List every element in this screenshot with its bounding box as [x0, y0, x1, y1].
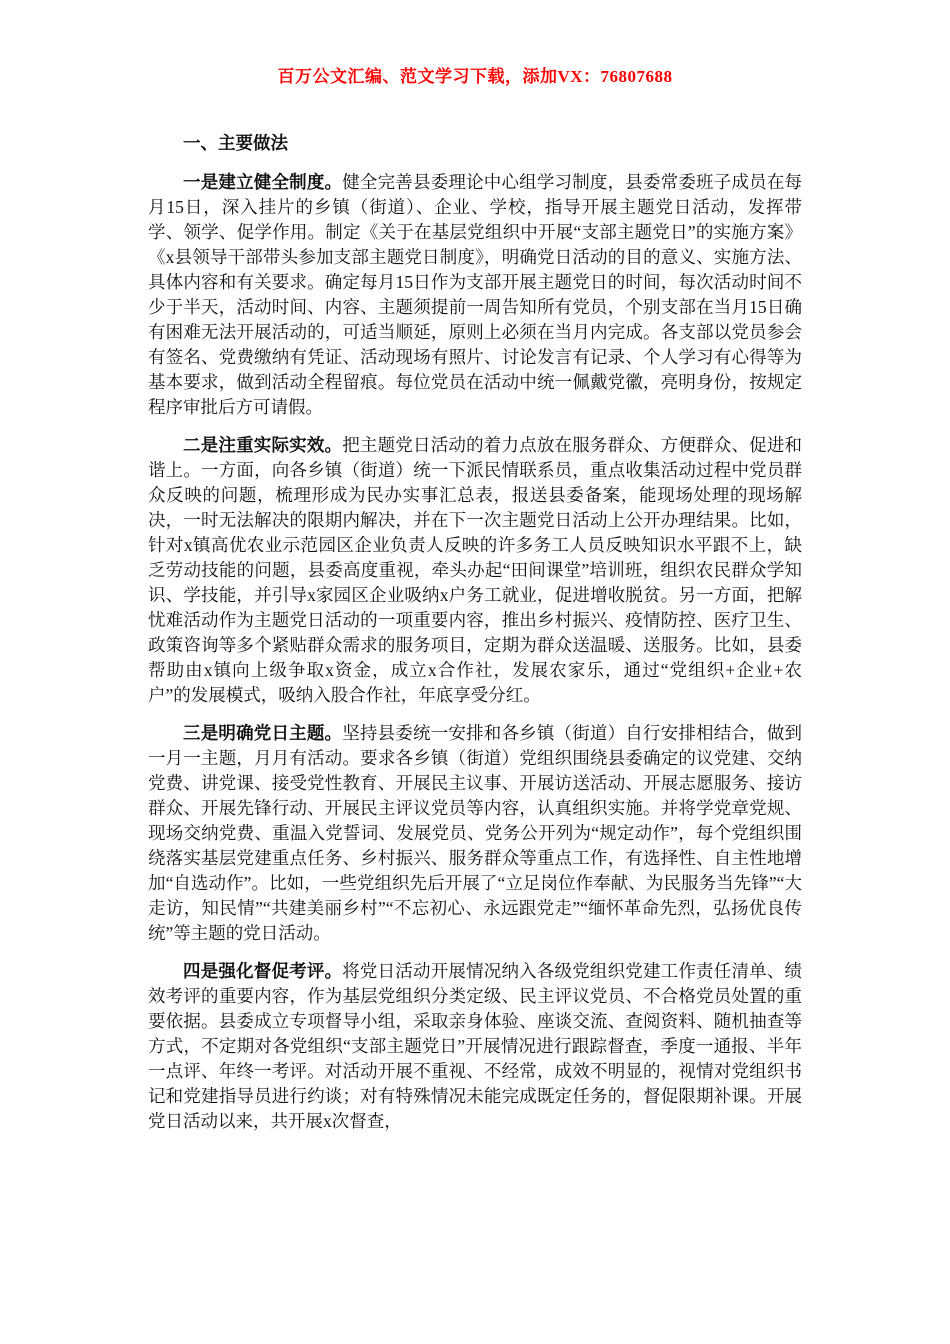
paragraph-1-lead: 一是建立健全制度。	[183, 172, 343, 192]
paragraph-2-lead: 二是注重实际实效。	[183, 435, 343, 455]
paragraph-2	[148, 433, 802, 708]
paragraph-4	[148, 959, 802, 1134]
paragraph-4-text: 将党日活动开展情况纳入各级党组织党建工作责任清单、绩效考评的重要内容，作为基层党组织分类定级、民主评议党员、不合格党员处置的重要依据。县委成立专项督导小组，采取亲身体验、座谈交流、查阅资料、随机抽查等方式，不定期对各党组织“支部主题党日”开展情况进行跟踪督查，季度一通报、半年一点评、年终一考评。对活动开展不重视、不经常，成效不明显的，视情对党组织书记和党建指导员进行约谈；对有特殊情况未能完成既定任务的，督促限期补课。开展党日活动以来，共开展x次督查，	[148, 961, 803, 1131]
paragraph-2-text: 把主题党日活动的着力点放在服务群众、方便群众、促进和谐上。一方面，向各乡镇（街道）统一下派民情联系员，重点收集活动过程中党员群众反映的问题，梳理形成为民办实事汇总表，报送县委备案，能现场处理的现场解决，一时无法解决的限期内解决，并在下一次主题党日活动上公开办理结果。比如，针对x镇高优农业示范园区企业负责人反映的许多务工人员反映知识水平跟不上，缺乏劳动技能的问题，县委高度重视，牵头办起“田间课堂”培训班，组织农民群众学知识、学技能，并引导x家园区企业吸纳x户务工就业，促进增收脱贫。另一方面，把解忧难活动作为主题党日活动的一项重要内容，推出乡村振兴、疫情防控、医疗卫生、政策咨询等多个紧贴群众需求的服务项目，定期为群众送温暖、送服务。比如，县委帮助由x镇向上级争取x资金，成立x合作社，发展农家乐，通过“党组织+企业+农户”的发展模式，吸纳入股合作社，年底享受分红。	[148, 435, 803, 705]
paragraph-3	[148, 721, 802, 946]
paragraph-4-lead: 四是强化督促考评。	[183, 961, 343, 981]
paragraph-3-text: 坚持县委统一安排和各乡镇（街道）自行安排相结合，做到一月一主题，月月有活动。要求各乡镇（街道）党组织围绕县委确定的议党建、交纳党费、讲党课、接受党性教育、开展民主议事、开展访送活动、开展志愿服务、接访群众、开展先锋行动、开展民主评议党员等内容，认真组织实施。并将学党章党规、现场交纳党费、重温入党誓词、发展党员、党务公开列为“规定动作”，每个党组织围绕落实基层党建重点任务、乡村振兴、服务群众等重点工作，有选择性、自主性地增加“自选动作”。比如，一些党组织先后开展了“立足岗位作奉献、为民服务当先锋”“大走访，知民情”“共建美丽乡村”“不忘初心、永远跟党走”“缅怀革命先烈，弘扬优良传统”等主题的党日活动。	[148, 723, 803, 943]
paragraph-3-lead: 三是明确党日主题。	[183, 723, 343, 743]
section-title: 一、主要做法	[183, 133, 288, 153]
document-body	[148, 131, 802, 1134]
paragraph-1	[148, 170, 802, 420]
paragraph-1-text: 健全完善县委理论中心组学习制度，县委常委班子成员在每月15日，深入挂片的乡镇（街道）、企业、学校，指导开展主题党日活动，发挥带学、领学、促学作用。制定《关于在基层党组织中开展“支部主题党日”的实施方案》《x县领导干部带头参加支部主题党日制度》，明确党日活动的目的意义、实施方法、具体内容和有关要求。确定每月15日作为支部开展主题党日的时间，每次活动时间不少于半天，活动时间、内容、主题须提前一周告知所有党员，个别支部在当月15日确有困难无法开展活动的，可适当顺延，原则上必须在当月内完成。各支部以党员参会有签名、党费缴纳有凭证、活动现场有照片、讨论发言有记录、个人学习有心得等为基本要求，做到活动全程留痕。每位党员在活动中统一佩戴党徽，亮明身份，按规定程序审批后方可请假。	[148, 172, 803, 417]
header-notice: 百万公文汇编、范文学习下载，添加VX：76807688	[277, 67, 673, 86]
